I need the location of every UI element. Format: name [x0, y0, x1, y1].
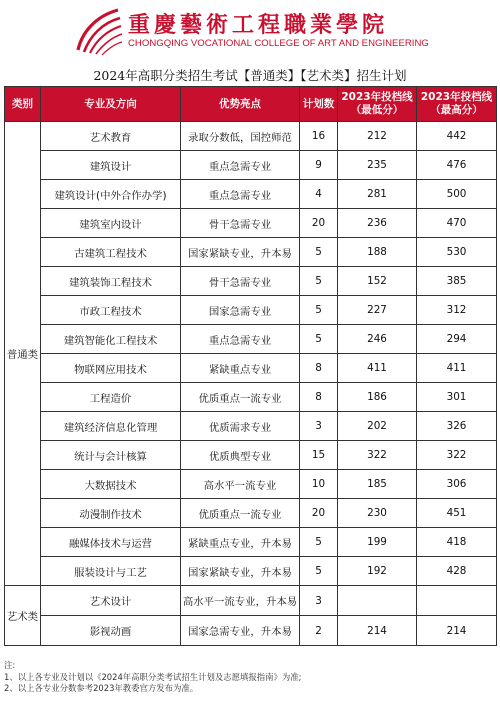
table-row: [5, 180, 497, 209]
max-score-cell: 451: [417, 499, 497, 528]
header-min-score: 2023年投档线 （最低分）: [338, 87, 417, 122]
table-row: [5, 238, 497, 267]
max-score-cell: 326: [417, 412, 497, 441]
advantage-cell: 重点急需专业: [181, 180, 300, 209]
table-row: [5, 151, 497, 180]
header-plan: 计划数: [300, 87, 338, 122]
advantage-cell: 国家紧缺专业，升本易: [181, 238, 300, 267]
min-score-cell: 230: [338, 499, 417, 528]
advantage-cell: 优质需求专业: [181, 412, 300, 441]
max-score-cell: 322: [417, 441, 497, 470]
plan-count-cell: 10: [300, 470, 338, 499]
min-score-cell: 199: [338, 528, 417, 557]
advantage-cell: 高水平一流专业，升本易: [181, 586, 300, 616]
major-cell: 建筑经济信息化管理: [41, 412, 181, 441]
table-row: [5, 616, 497, 646]
max-score-cell: 418: [417, 528, 497, 557]
min-score-cell: 202: [338, 412, 417, 441]
major-cell: 建筑设计(中外合作办学): [41, 180, 181, 209]
major-cell: 统计与会计核算: [41, 441, 181, 470]
advantage-cell: 国家紧缺专业，升本易: [181, 557, 300, 586]
header-major: 专业及方向: [41, 87, 181, 122]
header-category: 类别: [5, 87, 41, 122]
plan-count-cell: 20: [300, 499, 338, 528]
advantage-cell: 国家急需专业: [181, 296, 300, 325]
plan-count-cell: 9: [300, 151, 338, 180]
max-score-cell: 530: [417, 238, 497, 267]
table-body: [5, 122, 497, 646]
max-score-cell: [417, 586, 497, 616]
max-score-cell: 411: [417, 354, 497, 383]
table-row: [5, 383, 497, 412]
table-row: [5, 412, 497, 441]
advantage-cell: 紧缺重点专业: [181, 354, 300, 383]
min-score-cell: 227: [338, 296, 417, 325]
advantage-cell: 优质重点一流专业: [181, 383, 300, 412]
footnotes: [4, 660, 496, 695]
min-score-cell: 212: [338, 122, 417, 151]
min-score-cell: 186: [338, 383, 417, 412]
table-row: [5, 209, 497, 238]
major-cell: 建筑智能化工程技术: [41, 325, 181, 354]
min-score-cell: 214: [338, 616, 417, 646]
advantage-cell: 录取分数低，国控师范: [181, 122, 300, 151]
max-score-cell: 312: [417, 296, 497, 325]
plan-count-cell: 8: [300, 354, 338, 383]
max-score-cell: 500: [417, 180, 497, 209]
min-score-cell: 185: [338, 470, 417, 499]
school-name-en: CHONGQING VOCATIONAL COLLEGE OF ART AND ENGINEERING: [128, 38, 429, 49]
major-cell: 融媒体技术与运营: [41, 528, 181, 557]
major-cell: 动漫制作技术: [41, 499, 181, 528]
plan-count-cell: 5: [300, 528, 338, 557]
table-row: [5, 296, 497, 325]
min-score-cell: 188: [338, 238, 417, 267]
min-score-cell: 411: [338, 354, 417, 383]
major-cell: 建筑装饰工程技术: [41, 267, 181, 296]
admission-plan-table: [4, 86, 497, 646]
table-row: [5, 441, 497, 470]
max-score-cell: 470: [417, 209, 497, 238]
plan-count-cell: 16: [300, 122, 338, 151]
min-score-cell: 236: [338, 209, 417, 238]
plan-count-cell: 5: [300, 325, 338, 354]
note-item: 2、以上各专业分数参考2023年教委官方发布为准。: [4, 683, 199, 693]
major-cell: 工程造价: [41, 383, 181, 412]
max-score-cell: 428: [417, 557, 497, 586]
max-score-cell: 476: [417, 151, 497, 180]
plan-count-cell: 5: [300, 557, 338, 586]
plan-count-cell: 20: [300, 209, 338, 238]
advantage-cell: 重点急需专业: [181, 325, 300, 354]
table-row: [5, 122, 497, 151]
plan-count-cell: 8: [300, 383, 338, 412]
header-max-score: 2023年投档线 （最高分）: [417, 87, 497, 122]
min-score-cell: 192: [338, 557, 417, 586]
note-heading: 注:: [4, 660, 16, 670]
advantage-cell: 优质典型专业: [181, 441, 300, 470]
min-score-cell: [338, 586, 417, 616]
max-score-cell: 442: [417, 122, 497, 151]
advantage-cell: 紧缺重点专业，升本易: [181, 528, 300, 557]
advantage-cell: 高水平一流专业: [181, 470, 300, 499]
major-cell: 建筑室内设计: [41, 209, 181, 238]
category-cell: 普通类: [5, 122, 41, 586]
advantage-cell: 骨干急需专业: [181, 209, 300, 238]
plan-count-cell: 3: [300, 412, 338, 441]
school-header: [0, 0, 500, 62]
min-score-cell: 235: [338, 151, 417, 180]
advantage-cell: 国家急需专业，升本易: [181, 616, 300, 646]
note-item: 1、以上各专业及计划以《2024年高职分类考试招生计划及志愿填报指南》为准;: [4, 671, 302, 682]
major-cell: 影视动画: [41, 616, 181, 646]
max-score-cell: 301: [417, 383, 497, 412]
major-cell: 服装设计与工艺: [41, 557, 181, 586]
major-cell: 古建筑工程技术: [41, 238, 181, 267]
major-cell: 物联网应用技术: [41, 354, 181, 383]
major-cell: 艺术教育: [41, 122, 181, 151]
school-logo-icon: [72, 6, 124, 56]
max-score-cell: 294: [417, 325, 497, 354]
plan-count-cell: 5: [300, 267, 338, 296]
plan-count-cell: 4: [300, 180, 338, 209]
advantage-cell: 重点急需专业: [181, 151, 300, 180]
plan-count-cell: 2: [300, 616, 338, 646]
table-row: [5, 528, 497, 557]
category-cell: 艺术类: [5, 586, 41, 646]
max-score-cell: 214: [417, 616, 497, 646]
major-cell: 建筑设计: [41, 151, 181, 180]
table-row: [5, 470, 497, 499]
plan-count-cell: 5: [300, 296, 338, 325]
max-score-cell: 385: [417, 267, 497, 296]
major-cell: 大数据技术: [41, 470, 181, 499]
table-row: [5, 267, 497, 296]
plan-count-cell: 3: [300, 586, 338, 616]
table-row: [5, 499, 497, 528]
min-score-cell: 322: [338, 441, 417, 470]
advantage-cell: 优质重点一流专业: [181, 499, 300, 528]
plan-count-cell: 5: [300, 238, 338, 267]
page-title: 2024年高职分类招生考试【普通类】【艺术类】招生计划: [93, 68, 407, 83]
major-cell: 市政工程技术: [41, 296, 181, 325]
table-row: [5, 354, 497, 383]
table-row: [5, 325, 497, 354]
table-header-row: [5, 87, 497, 122]
min-score-cell: 246: [338, 325, 417, 354]
table-row: [5, 586, 497, 616]
school-name-cn: 重慶藝術工程職業學院: [128, 12, 389, 38]
min-score-cell: 281: [338, 180, 417, 209]
table-row: [5, 557, 497, 586]
header-advantage: 优势亮点: [181, 87, 300, 122]
plan-count-cell: 15: [300, 441, 338, 470]
min-score-cell: 152: [338, 267, 417, 296]
max-score-cell: 306: [417, 470, 497, 499]
advantage-cell: 骨干急需专业: [181, 267, 300, 296]
major-cell: 艺术设计: [41, 586, 181, 616]
